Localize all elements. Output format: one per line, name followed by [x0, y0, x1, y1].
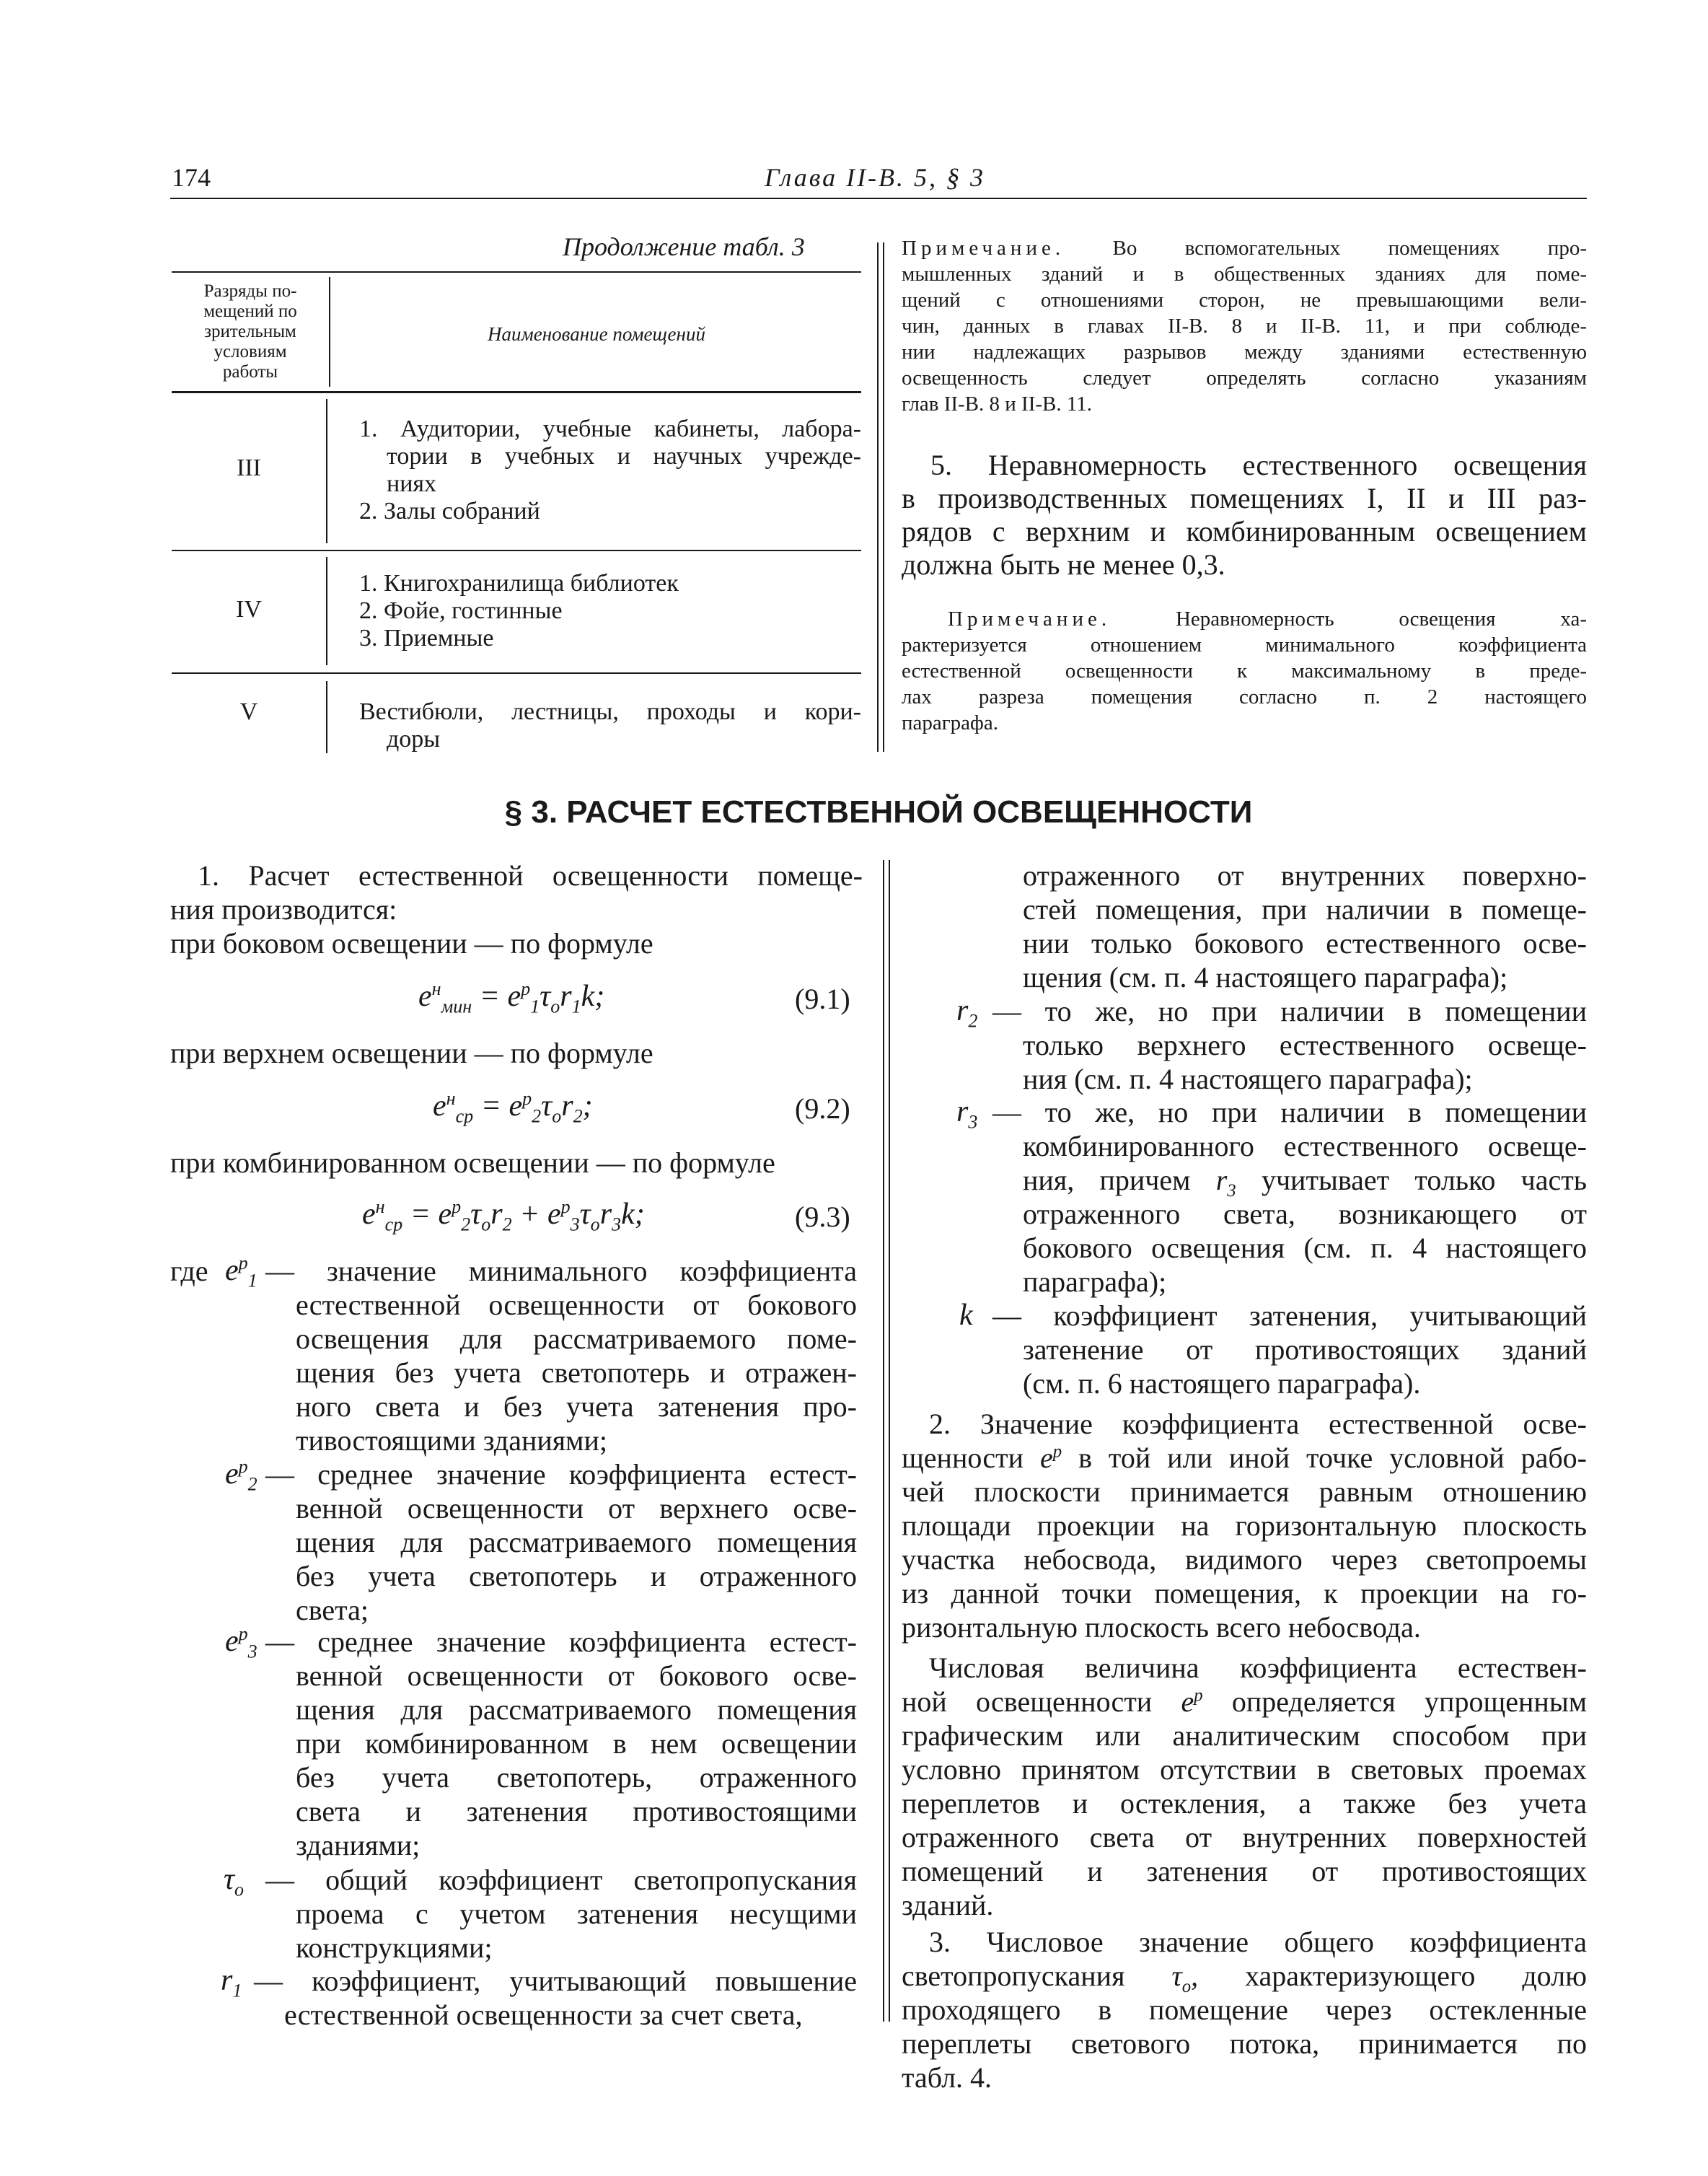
intro-paragraph: 1. Расчет естественной освещенности помеще- ния производится: при боковом освещении — по формуле: [170, 859, 863, 960]
table-row-items: Вестибюли, лестницы, проходы и кори- доры: [359, 698, 861, 753]
formula-9-1: $e^н_{мин} = e^р_1\tau_оr_1k$;: [418, 978, 605, 1017]
running-title: Глава II-В. 5, § 3: [765, 163, 986, 192]
column-rule-main: [889, 860, 890, 2022]
equation-number: (9.3): [795, 1201, 850, 1233]
table-row-divider: [326, 557, 327, 665]
paragraph-numeric-value: Числовая величина коэффициента естествен- ной освещенности $e^р$ определяется упрощенным графическим или аналитическим способом при условно принятом отсутствии в световых проемах переплетов и остекления, а также без учета отраженного света от внутренних поверхностей помещений и затенения от противостоящих зданий.: [902, 1651, 1588, 1921]
formula-9-2: $e^н_{ср} = e^р_2\tau_оr_2$;: [433, 1088, 593, 1127]
table-grade: V: [239, 698, 258, 725]
column-rule-top: [883, 242, 884, 752]
table-top-rule: [172, 271, 861, 273]
equation-number: (9.2): [795, 1092, 850, 1125]
formula-intro: при комбинированном освещении — по формуле: [170, 1146, 775, 1179]
symbol-e1: $e^р_1$: [225, 1252, 257, 1291]
table-row-divider: [326, 681, 327, 753]
page-number: 174: [172, 163, 211, 192]
table-col2-header: Наименование помещений: [488, 323, 705, 345]
table-row-rule: [172, 550, 861, 551]
table-row-rule: [172, 672, 861, 674]
symbol-tau0: $\tau_о$: [224, 1863, 245, 1900]
table-row-items: 1. Аудитории, учебные кабинеты, лабора- тории в учебных и научных учрежде- ниях 2. Залы собраний: [359, 416, 861, 525]
definition: — коэффициент, учитывающий повышение естественной освещенности за счет света,: [254, 1965, 857, 2031]
header-rule: [170, 198, 1587, 199]
table-grade: III: [237, 455, 261, 481]
table-grade: IV: [236, 596, 262, 623]
table-row-divider: [326, 399, 327, 543]
paragraph-5: 5. Неравномерность естественного освещения в производственных помещениях I, II и III раз- рядов с верхним и комбинированным освещением должна быть не менее 0,3.: [902, 449, 1587, 581]
paragraph-2: 2. Значение коэффициента естественной осве- щенности $e^р$ в той или иной точке условной рабо- чей плоскости принимается равным отношению площади проекции на горизонтальную плоскость участка небосвода, видимого через светопроемы из данной точки помещения, к проекции на го- ризонтальную плоскость всего небосвода.: [902, 1408, 1587, 1644]
column-rule-main: [883, 860, 884, 2022]
table-header-rule: [172, 391, 861, 393]
symbol-r1: $r_1$: [221, 1964, 242, 2001]
definition: — значение минимального коэффициента естественной освещенности от бокового освещения для рассматриваемого поме- щения без учета светопотерь и отражен- ного света и без учета затенения про- тивостоящими зданиями;: [265, 1255, 857, 1457]
column-rule-top: [877, 242, 879, 752]
symbol-k: k: [959, 1299, 973, 1332]
paragraph-3: 3. Числовое значение общего коэффициента светопропускания $\tau_о$, характеризующего долю проходящего в помещение через остекленные переплеты светового потока, принимается по табл. 4.: [902, 1926, 1587, 2094]
formula-9-3: $e^н_{ср} = e^р_2\tau_оr_2 + e^р_3\tau_оr_3k$;: [362, 1196, 645, 1235]
table-row-items: 1. Книгохранилища библиотек 2. Фойе, гостинные 3. Приемные: [359, 570, 679, 652]
definition: — коэффициент затенения, учитывающий затенение от противостоящих зданий (см. п. 6 настоящего параграфа).: [992, 1299, 1587, 1400]
symbol-r3: $r_3$: [956, 1095, 978, 1133]
table-caption: Продолжение табл. 3: [563, 232, 805, 261]
definition: — то же, но при наличии в помещении только верхнего естественного освеще- ния (см. п. 4 настоящего параграфа);: [992, 995, 1587, 1095]
definition: — среднее значение коэффициента естест- венной освещенности от верхнего осве- щения для рассматриваемого помещения без учета светопотерь и отраженного света;: [265, 1458, 857, 1626]
section-title: § 3. РАСЧЕТ ЕСТЕСТВЕННОЙ ОСВЕЩЕННОСТИ: [504, 794, 1253, 830]
symbol-e3: $e^р_3$: [225, 1623, 257, 1662]
definition: — то же, но при наличии в помещении комбинированного естественного освеще- ния, причем $r_3$ учитывает только часть отраженного света, возникающего от бокового освещения (см. п. 4 настоящего параграфа);: [992, 1096, 1588, 1298]
equation-number: (9.1): [795, 983, 850, 1015]
symbol-r2: $r_2$: [956, 994, 978, 1032]
note-1: Примечание. Во вспомогательных помещениях про- мышленных зданий и в общественных зданиях для поме- щений с отношениями сторон, не превышающими вели- чин, данных в главах II-В. 8 и II-В. 11, и при соблюде- нии надлежащих разрывов между зданиями естественную освещенность следует определять согласно указаниям глав II-В. 8 и II-В. 11.: [902, 237, 1588, 416]
symbol-e2: $e^р_2$: [225, 1456, 257, 1495]
where-word: где: [170, 1255, 208, 1287]
table-col1-header: Разряды по- мещений по зрительным условиям работы: [203, 281, 297, 382]
definition: — общий коэффициент светопропускания проема с учетом затенения несущими конструкциями;: [265, 1864, 857, 1964]
table-header-divider: [329, 277, 330, 387]
definition: — среднее значение коэффициента естест- венной освещенности от бокового осве- щения для рассматриваемого помещения при комбинированном в нем освещении без учета светопотерь, отраженного света и затенения противостоящими зданиями;: [265, 1626, 857, 1861]
formula-intro: при верхнем освещении — по формуле: [170, 1037, 653, 1069]
definition-continued: отраженного от внутренних поверхно- стей помещения, при наличии в помеще- нии только бокового естественного осве- щения (см. п. 4 настоящего параграфа);: [1023, 859, 1587, 993]
note-2: Примечание. Неравномерность освещения ха- рактеризуется отношением минимального коэффициента естественной освещенности к максимальному в преде- лах разреза помещения согласно п. 2 настоящего параграфа.: [902, 607, 1588, 734]
